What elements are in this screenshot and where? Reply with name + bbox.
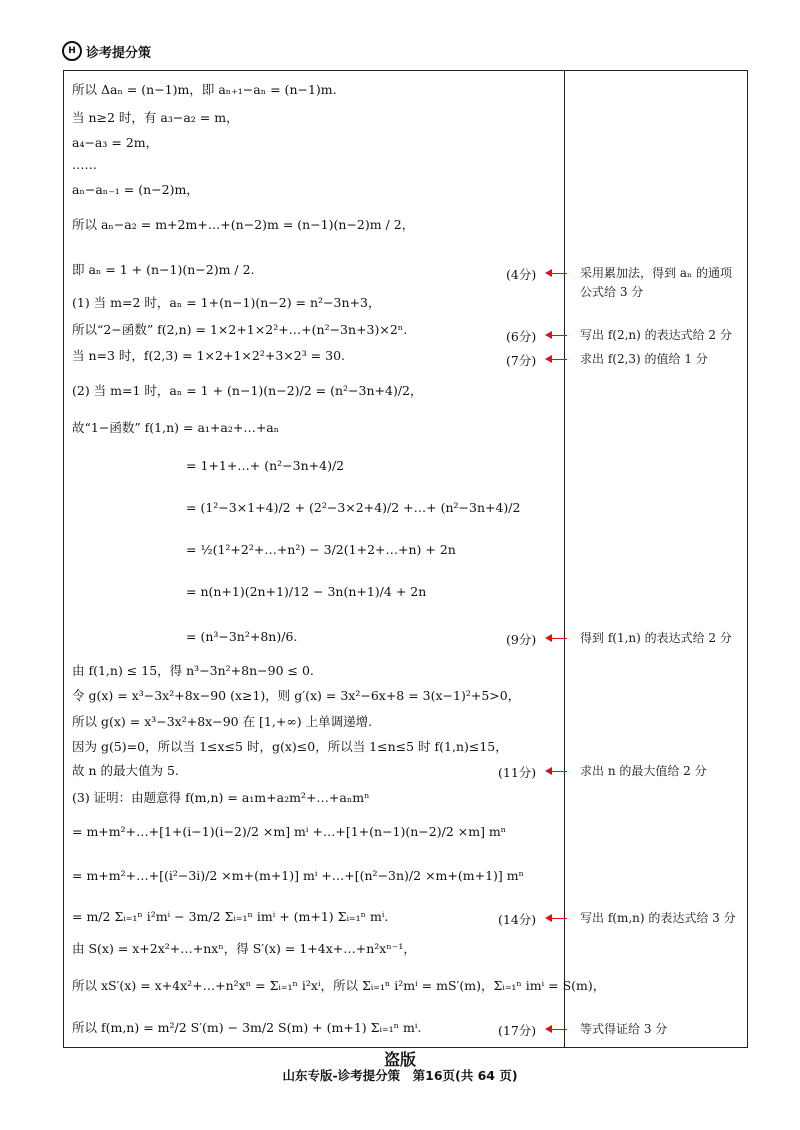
score-comment-text: 采用累加法，得到 aₙ 的通项公式给 3 分	[580, 266, 732, 299]
score-mark: (9分)	[506, 632, 537, 647]
watermark: 盗版	[383, 1050, 416, 1069]
column-divider	[564, 70, 565, 1048]
arrow-left-icon	[547, 335, 567, 336]
solution-line: 所以 Δaₙ = (n−1)m，即 aₙ₊₁−aₙ = (n−1)m.	[72, 82, 337, 97]
brand-logo-icon: H	[62, 41, 82, 61]
solution-line: = (1²−3×1+4)/2 + (2²−3×2+4)/2 +…+ (n²−3n+4)/2	[186, 500, 521, 515]
solution-line: ……	[72, 157, 97, 172]
solution-line: = (n³−3n²+8n)/6.	[186, 629, 298, 644]
solution-line: 故 n 的最大值为 5.	[72, 763, 179, 778]
score-mark: (4分)	[506, 267, 537, 282]
solution-line: 故“1−函数” f(1,n) = a₁+a₂+…+aₙ	[72, 420, 280, 435]
score-mark: (11分)	[498, 765, 537, 780]
score-comment: 等式得证给 3 分	[580, 1022, 668, 1036]
arrow-left-icon	[547, 638, 567, 639]
solution-line: (2) 当 m=1 时，aₙ = 1 + (n−1)(n−2)/2 = (n²−3n+4)/2，	[72, 383, 423, 398]
score-comment: 写出 f(m,n) 的表达式给 3 分	[580, 911, 736, 925]
score-comment: 求出 n 的最大值给 2 分	[580, 764, 707, 778]
solution-line: 当 n=3 时，f(2,3) = 1×2+1×2²+3×2³ = 30.	[72, 348, 346, 363]
solution-line: 即 aₙ = 1 + (n−1)(n−2)m / 2.	[72, 262, 255, 277]
solution-line: (1) 当 m=2 时，aₙ = 1+(n−1)(n−2) = n²−3n+3，	[72, 295, 381, 310]
score-mark: (17分)	[498, 1023, 537, 1038]
score-mark: (7分)	[506, 353, 537, 368]
solution-line: = m/2 Σᵢ₌₁ⁿ i²mⁱ − 3m/2 Σᵢ₌₁ⁿ imⁱ + (m+1) Σᵢ₌₁ⁿ mⁱ.	[72, 909, 389, 924]
solution-line: aₙ−aₙ₋₁ = (n−2)m，	[72, 182, 199, 197]
arrow-left-icon	[547, 918, 567, 919]
solution-line: 所以 g(x) = x³−3x²+8x−90 在 [1,+∞) 上单调递增.	[72, 714, 373, 729]
solution-line: 所以“2−函数” f(2,n) = 1×2+1×2²+…+(n²−3n+3)×2ⁿ.	[72, 322, 408, 337]
solution-line: 因为 g(5)=0，所以当 1≤x≤5 时，g(x)≤0，所以当 1≤n≤5 时 f(1,n)≤15，	[72, 739, 508, 754]
arrow-left-icon	[547, 771, 567, 772]
solution-line: = ½(1²+2²+…+n²) − 3/2(1+2+…+n) + 2n	[186, 542, 456, 557]
score-mark: (14分)	[498, 912, 537, 927]
arrow-left-icon	[547, 1029, 567, 1030]
solution-line: = m+m²+…+[(i²−3i)/2 ×m+(m+1)] mⁱ +…+[(n²−3n)/2 ×m+(m+1)] mⁿ	[72, 868, 525, 883]
score-mark: (6分)	[506, 329, 537, 344]
score-comment	[580, 264, 740, 301]
solution-line: = m+m²+…+[1+(i−1)(i−2)/2 ×m] mⁱ +…+[1+(n−1)(n−2)/2 ×m] mⁿ	[72, 824, 507, 839]
solution-line: a₄−a₃ = 2m，	[72, 135, 159, 150]
solution-line: 所以 f(m,n) = m²/2 S′(m) − 3m/2 S(m) + (m+1) Σᵢ₌₁ⁿ mⁱ.	[72, 1020, 422, 1035]
arrow-left-icon	[547, 273, 567, 274]
solution-line: 由 f(1,n) ≤ 15，得 n³−3n²+8n−90 ≤ 0.	[72, 663, 314, 678]
brand-name: 诊考提分策	[86, 45, 152, 61]
solution-line: 所以 xS′(x) = x+4x²+…+n²xⁿ = Σᵢ₌₁ⁿ i²xⁱ，所以 Σᵢ₌₁ⁿ i²mⁱ = mS′(m)，Σᵢ₌₁ⁿ imⁱ = S(m)，	[72, 978, 606, 993]
score-comment: 写出 f(2,n) 的表达式给 2 分	[580, 328, 732, 342]
solution-line: 由 S(x) = x+2x²+…+nxⁿ，得 S′(x) = 1+4x+…+n²xⁿ⁻¹，	[72, 941, 416, 956]
solution-line: 令 g(x) = x³−3x²+8x−90 (x≥1)，则 g′(x) = 3x²−6x+8 = 3(x−1)²+5>0，	[72, 688, 521, 703]
score-comment: 求出 f(2,3) 的值给 1 分	[580, 352, 708, 366]
page-footer: 山东专版-诊考提分策 第16页(共 64 页)	[282, 1068, 518, 1083]
brand-header	[62, 41, 151, 61]
solution-line: = 1+1+…+ (n²−3n+4)/2	[186, 458, 345, 473]
score-comment: 得到 f(1,n) 的表达式给 2 分	[580, 631, 732, 645]
solution-line: 当 n≥2 时，有 a₃−a₂ = m，	[72, 110, 239, 125]
arrow-left-icon	[547, 359, 567, 360]
solution-line: = n(n+1)(2n+1)/12 − 3n(n+1)/4 + 2n	[186, 584, 427, 599]
solution-line: 所以 aₙ−a₂ = m+2m+…+(n−2)m = (n−1)(n−2)m / 2，	[72, 217, 415, 232]
solution-line: (3) 证明：由题意得 f(m,n) = a₁m+a₂m²+…+aₙmⁿ	[72, 790, 370, 805]
